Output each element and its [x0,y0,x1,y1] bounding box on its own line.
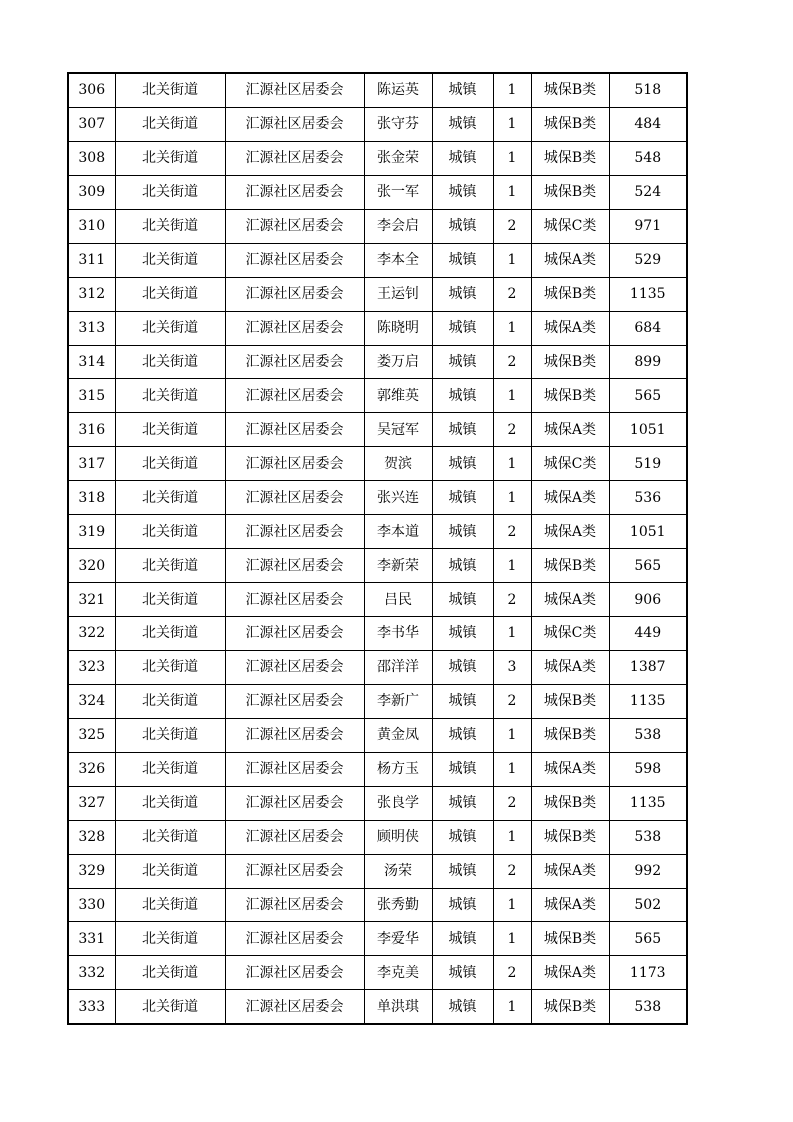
category-cell: 城保A类 [531,515,609,549]
household-type-cell: 城镇 [432,617,493,651]
person-count-cell: 2 [493,854,531,888]
street-cell: 北关街道 [115,447,225,481]
serial-number-cell: 314 [68,345,115,379]
community-cell: 汇源社区居委会 [225,311,364,345]
community-cell: 汇源社区居委会 [225,413,364,447]
category-cell: 城保A类 [531,243,609,277]
serial-number-cell: 307 [68,107,115,141]
amount-cell: 449 [609,617,687,651]
amount-cell: 524 [609,175,687,209]
street-cell: 北关街道 [115,583,225,617]
serial-number-cell: 328 [68,820,115,854]
name-cell: 张兴连 [364,481,432,515]
street-cell: 北关街道 [115,718,225,752]
roster-table-body [68,73,687,1024]
person-count-cell: 1 [493,311,531,345]
table-row [68,888,687,922]
household-type-cell: 城镇 [432,922,493,956]
household-type-cell: 城镇 [432,345,493,379]
household-type-cell: 城镇 [432,277,493,311]
amount-cell: 684 [609,311,687,345]
serial-number-cell: 330 [68,888,115,922]
household-type-cell: 城镇 [432,956,493,990]
amount-cell: 1135 [609,786,687,820]
category-cell: 城保B类 [531,718,609,752]
street-cell: 北关街道 [115,107,225,141]
serial-number-cell: 320 [68,549,115,583]
serial-number-cell: 319 [68,515,115,549]
person-count-cell: 2 [493,786,531,820]
household-type-cell: 城镇 [432,684,493,718]
person-count-cell: 2 [493,209,531,243]
serial-number-cell: 316 [68,413,115,447]
serial-number-cell: 318 [68,481,115,515]
person-count-cell: 1 [493,922,531,956]
name-cell: 李书华 [364,617,432,651]
category-cell: 城保B类 [531,141,609,175]
street-cell: 北关街道 [115,73,225,107]
table-row [68,209,687,243]
street-cell: 北关街道 [115,786,225,820]
amount-cell: 565 [609,922,687,956]
serial-number-cell: 315 [68,379,115,413]
amount-cell: 1173 [609,956,687,990]
street-cell: 北关街道 [115,990,225,1024]
name-cell: 张秀勤 [364,888,432,922]
serial-number-cell: 322 [68,617,115,651]
household-type-cell: 城镇 [432,413,493,447]
street-cell: 北关街道 [115,820,225,854]
table-row [68,243,687,277]
name-cell: 张一军 [364,175,432,209]
table-row [68,956,687,990]
person-count-cell: 1 [493,175,531,209]
person-count-cell: 1 [493,447,531,481]
category-cell: 城保A类 [531,583,609,617]
table-row [68,379,687,413]
table-row [68,311,687,345]
community-cell: 汇源社区居委会 [225,141,364,175]
person-count-cell: 2 [493,583,531,617]
name-cell: 娄万启 [364,345,432,379]
category-cell: 城保B类 [531,107,609,141]
street-cell: 北关街道 [115,549,225,583]
amount-cell: 1051 [609,413,687,447]
community-cell: 汇源社区居委会 [225,175,364,209]
category-cell: 城保C类 [531,447,609,481]
community-cell: 汇源社区居委会 [225,718,364,752]
community-cell: 汇源社区居委会 [225,515,364,549]
person-count-cell: 1 [493,752,531,786]
person-count-cell: 1 [493,820,531,854]
category-cell: 城保B类 [531,684,609,718]
person-count-cell: 1 [493,73,531,107]
amount-cell: 518 [609,73,687,107]
community-cell: 汇源社区居委会 [225,650,364,684]
roster-table [67,72,688,1025]
person-count-cell: 1 [493,549,531,583]
serial-number-cell: 327 [68,786,115,820]
person-count-cell: 1 [493,107,531,141]
community-cell: 汇源社区居委会 [225,786,364,820]
amount-cell: 538 [609,990,687,1024]
street-cell: 北关街道 [115,311,225,345]
household-type-cell: 城镇 [432,786,493,820]
household-type-cell: 城镇 [432,549,493,583]
name-cell: 张守芬 [364,107,432,141]
table-row [68,583,687,617]
name-cell: 李会启 [364,209,432,243]
category-cell: 城保B类 [531,820,609,854]
community-cell: 汇源社区居委会 [225,888,364,922]
household-type-cell: 城镇 [432,481,493,515]
person-count-cell: 1 [493,243,531,277]
amount-cell: 1135 [609,684,687,718]
table-row [68,786,687,820]
table-row [68,277,687,311]
serial-number-cell: 317 [68,447,115,481]
amount-cell: 519 [609,447,687,481]
category-cell: 城保B类 [531,379,609,413]
person-count-cell: 1 [493,990,531,1024]
name-cell: 邵洋洋 [364,650,432,684]
person-count-cell: 2 [493,684,531,718]
category-cell: 城保B类 [531,549,609,583]
table-row [68,549,687,583]
street-cell: 北关街道 [115,141,225,175]
household-type-cell: 城镇 [432,515,493,549]
street-cell: 北关街道 [115,684,225,718]
amount-cell: 1387 [609,650,687,684]
category-cell: 城保A类 [531,888,609,922]
table-row [68,345,687,379]
community-cell: 汇源社区居委会 [225,854,364,888]
name-cell: 陈晓明 [364,311,432,345]
street-cell: 北关街道 [115,752,225,786]
name-cell: 张金荣 [364,141,432,175]
household-type-cell: 城镇 [432,650,493,684]
table-row [68,107,687,141]
category-cell: 城保C类 [531,209,609,243]
table-row [68,447,687,481]
household-type-cell: 城镇 [432,311,493,345]
serial-number-cell: 310 [68,209,115,243]
community-cell: 汇源社区居委会 [225,956,364,990]
name-cell: 顾明侠 [364,820,432,854]
household-type-cell: 城镇 [432,175,493,209]
person-count-cell: 2 [493,345,531,379]
name-cell: 李新荣 [364,549,432,583]
household-type-cell: 城镇 [432,243,493,277]
category-cell: 城保A类 [531,650,609,684]
community-cell: 汇源社区居委会 [225,243,364,277]
name-cell: 吴冠军 [364,413,432,447]
household-type-cell: 城镇 [432,820,493,854]
amount-cell: 992 [609,854,687,888]
name-cell: 李本全 [364,243,432,277]
table-row [68,922,687,956]
community-cell: 汇源社区居委会 [225,820,364,854]
table-row [68,718,687,752]
serial-number-cell: 324 [68,684,115,718]
community-cell: 汇源社区居委会 [225,752,364,786]
person-count-cell: 3 [493,650,531,684]
community-cell: 汇源社区居委会 [225,684,364,718]
community-cell: 汇源社区居委会 [225,73,364,107]
street-cell: 北关街道 [115,854,225,888]
name-cell: 李爱华 [364,922,432,956]
table-row [68,141,687,175]
serial-number-cell: 308 [68,141,115,175]
street-cell: 北关街道 [115,617,225,651]
amount-cell: 536 [609,481,687,515]
name-cell: 单洪琪 [364,990,432,1024]
name-cell: 王运钊 [364,277,432,311]
household-type-cell: 城镇 [432,888,493,922]
street-cell: 北关街道 [115,956,225,990]
street-cell: 北关街道 [115,413,225,447]
household-type-cell: 城镇 [432,107,493,141]
amount-cell: 538 [609,718,687,752]
category-cell: 城保B类 [531,175,609,209]
amount-cell: 502 [609,888,687,922]
community-cell: 汇源社区居委会 [225,447,364,481]
serial-number-cell: 306 [68,73,115,107]
amount-cell: 548 [609,141,687,175]
street-cell: 北关街道 [115,650,225,684]
name-cell: 陈运英 [364,73,432,107]
community-cell: 汇源社区居委会 [225,379,364,413]
person-count-cell: 2 [493,277,531,311]
table-row [68,617,687,651]
category-cell: 城保B类 [531,922,609,956]
community-cell: 汇源社区居委会 [225,107,364,141]
community-cell: 汇源社区居委会 [225,481,364,515]
name-cell: 李克美 [364,956,432,990]
name-cell: 李本道 [364,515,432,549]
name-cell: 杨方玉 [364,752,432,786]
serial-number-cell: 331 [68,922,115,956]
serial-number-cell: 332 [68,956,115,990]
name-cell: 郭维英 [364,379,432,413]
street-cell: 北关街道 [115,888,225,922]
category-cell: 城保A类 [531,481,609,515]
street-cell: 北关街道 [115,922,225,956]
amount-cell: 529 [609,243,687,277]
community-cell: 汇源社区居委会 [225,583,364,617]
table-row [68,175,687,209]
table-row [68,481,687,515]
household-type-cell: 城镇 [432,718,493,752]
community-cell: 汇源社区居委会 [225,277,364,311]
household-type-cell: 城镇 [432,73,493,107]
person-count-cell: 1 [493,888,531,922]
name-cell: 贺滨 [364,447,432,481]
amount-cell: 538 [609,820,687,854]
serial-number-cell: 312 [68,277,115,311]
table-row [68,73,687,107]
category-cell: 城保B类 [531,990,609,1024]
table-row [68,854,687,888]
category-cell: 城保B类 [531,73,609,107]
person-count-cell: 2 [493,515,531,549]
street-cell: 北关街道 [115,243,225,277]
amount-cell: 598 [609,752,687,786]
serial-number-cell: 323 [68,650,115,684]
table-row [68,650,687,684]
household-type-cell: 城镇 [432,209,493,243]
category-cell: 城保C类 [531,617,609,651]
category-cell: 城保A类 [531,752,609,786]
category-cell: 城保A类 [531,956,609,990]
community-cell: 汇源社区居委会 [225,990,364,1024]
amount-cell: 906 [609,583,687,617]
table-row [68,820,687,854]
amount-cell: 565 [609,549,687,583]
community-cell: 汇源社区居委会 [225,617,364,651]
household-type-cell: 城镇 [432,990,493,1024]
amount-cell: 971 [609,209,687,243]
community-cell: 汇源社区居委会 [225,209,364,243]
category-cell: 城保B类 [531,786,609,820]
person-count-cell: 1 [493,379,531,413]
person-count-cell: 1 [493,718,531,752]
amount-cell: 565 [609,379,687,413]
serial-number-cell: 325 [68,718,115,752]
serial-number-cell: 313 [68,311,115,345]
street-cell: 北关街道 [115,209,225,243]
serial-number-cell: 311 [68,243,115,277]
table-row [68,515,687,549]
community-cell: 汇源社区居委会 [225,549,364,583]
amount-cell: 484 [609,107,687,141]
household-type-cell: 城镇 [432,379,493,413]
person-count-cell: 2 [493,956,531,990]
serial-number-cell: 309 [68,175,115,209]
amount-cell: 1051 [609,515,687,549]
household-type-cell: 城镇 [432,447,493,481]
category-cell: 城保B类 [531,277,609,311]
household-type-cell: 城镇 [432,752,493,786]
serial-number-cell: 333 [68,990,115,1024]
street-cell: 北关街道 [115,277,225,311]
street-cell: 北关街道 [115,515,225,549]
community-cell: 汇源社区居委会 [225,345,364,379]
household-type-cell: 城镇 [432,854,493,888]
person-count-cell: 1 [493,617,531,651]
serial-number-cell: 321 [68,583,115,617]
household-type-cell: 城镇 [432,583,493,617]
name-cell: 汤荣 [364,854,432,888]
person-count-cell: 2 [493,413,531,447]
amount-cell: 899 [609,345,687,379]
street-cell: 北关街道 [115,379,225,413]
name-cell: 黄金凤 [364,718,432,752]
table-row [68,684,687,718]
person-count-cell: 1 [493,481,531,515]
serial-number-cell: 329 [68,854,115,888]
category-cell: 城保A类 [531,413,609,447]
table-row [68,990,687,1024]
name-cell: 李新广 [364,684,432,718]
amount-cell: 1135 [609,277,687,311]
name-cell: 张良学 [364,786,432,820]
household-type-cell: 城镇 [432,141,493,175]
person-count-cell: 1 [493,141,531,175]
community-cell: 汇源社区居委会 [225,922,364,956]
category-cell: 城保A类 [531,311,609,345]
street-cell: 北关街道 [115,345,225,379]
table-row [68,752,687,786]
serial-number-cell: 326 [68,752,115,786]
category-cell: 城保B类 [531,345,609,379]
street-cell: 北关街道 [115,175,225,209]
name-cell: 吕民 [364,583,432,617]
category-cell: 城保A类 [531,854,609,888]
street-cell: 北关街道 [115,481,225,515]
table-row [68,413,687,447]
